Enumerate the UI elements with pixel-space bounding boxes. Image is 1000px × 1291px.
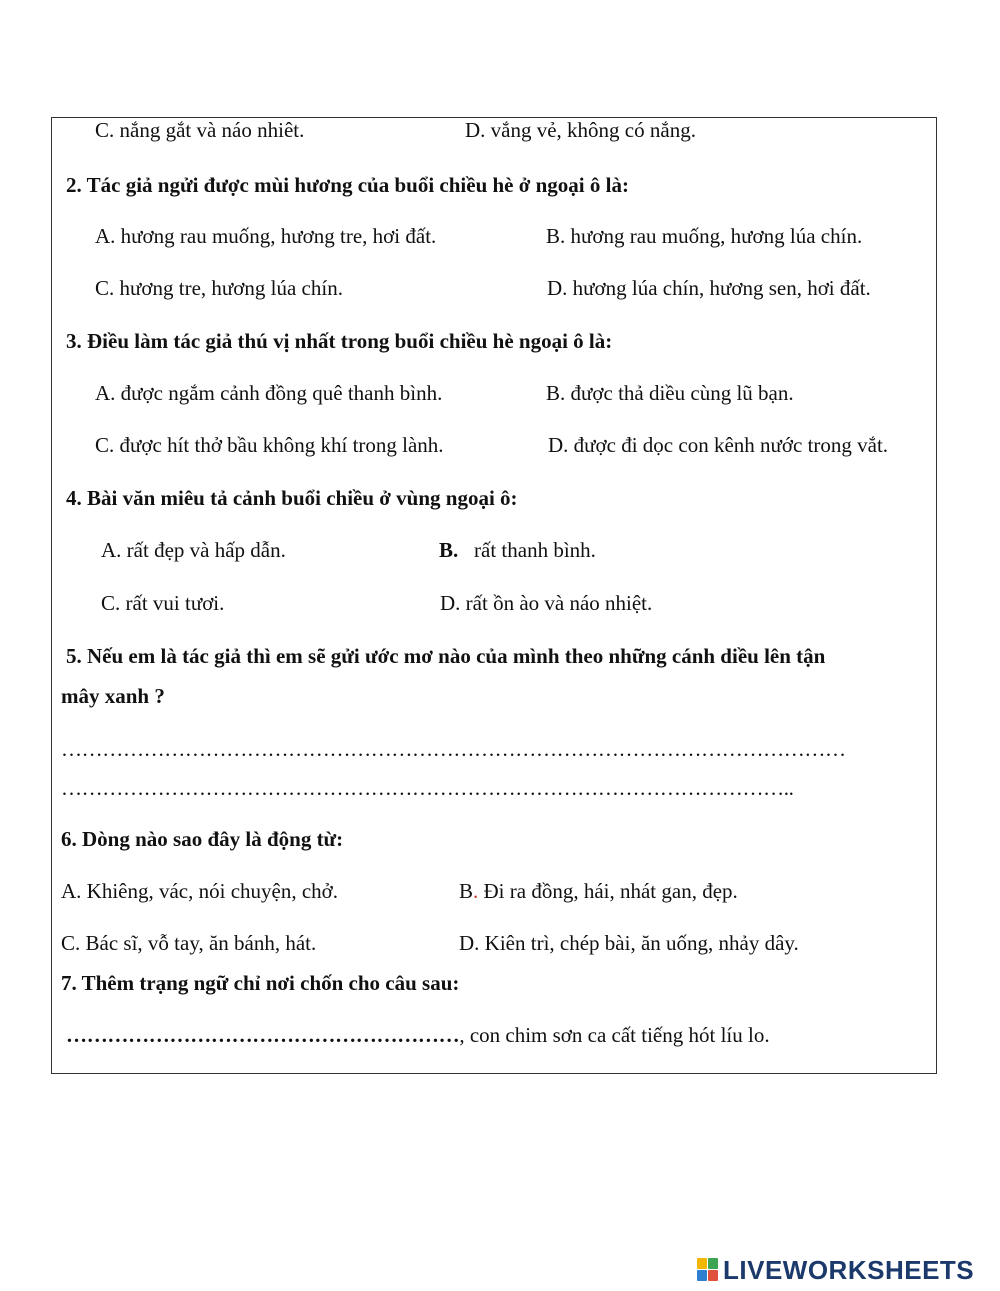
q6-option-d: D. Kiên trì, chép bài, ăn uống, nhảy dây. bbox=[459, 931, 799, 955]
q4-question: 4. Bài văn miêu tả cảnh buổi chiều ở vùng ngoại ô: bbox=[66, 486, 518, 510]
q7-sentence-text: , con chim sơn ca cất tiếng hót líu lo. bbox=[459, 1023, 770, 1047]
liveworksheets-logo-icon bbox=[697, 1258, 719, 1282]
q1-option-c: C. nắng gắt và náo nhiêt. bbox=[95, 118, 305, 142]
q6-option-a: A. Khiêng, vác, nói chuyện, chở. bbox=[61, 879, 339, 903]
q3-option-c: C. được hít thở bầu không khí trong lành. bbox=[95, 433, 444, 457]
liveworksheets-logo bbox=[697, 1255, 974, 1285]
q5-answer-line2[interactable]: …………………………………………………………………………………………….. bbox=[61, 776, 794, 800]
q4-option-d: D. rất ồn ào và náo nhiệt. bbox=[440, 591, 653, 615]
q2-option-a: A. hương rau muống, hương tre, hơi đất. bbox=[95, 224, 437, 248]
q6-question: 6. Dòng nào sao đây là động từ: bbox=[61, 827, 344, 851]
q2-question: 2. Tác giả ngửi được mùi hương của buổi chiều hè ở ngoại ô là: bbox=[66, 173, 629, 197]
q3-option-a: A. được ngắm cảnh đồng quê thanh bình. bbox=[95, 381, 443, 405]
q7-question: 7. Thêm trạng ngữ chỉ nơi chốn cho câu sau: bbox=[61, 971, 460, 995]
q2-option-b: B. hương rau muống, hương lúa chín. bbox=[546, 224, 863, 248]
q1-option-d: D. vắng vẻ, không có nắng. bbox=[465, 118, 696, 142]
q4-option-b-letter: B. bbox=[439, 538, 459, 562]
q6-option-b-text: Đi ra đồng, hái, nhát gan, đẹp. bbox=[478, 879, 738, 903]
q4-option-a: A. rất đẹp và hấp dẫn. bbox=[101, 538, 286, 562]
q3-question: 3. Điều làm tác giả thú vị nhất trong buổi chiều hè ngoại ô là: bbox=[66, 329, 613, 353]
q4-option-b bbox=[439, 537, 596, 563]
q7-blank[interactable]: ………………………………………………… bbox=[66, 1023, 460, 1047]
q6-option-c: C. Bác sĩ, vỗ tay, ăn bánh, hát. bbox=[61, 931, 317, 955]
q5-question-line2: mây xanh ? bbox=[61, 684, 165, 708]
q6-option-b-dot: . bbox=[473, 879, 479, 903]
q5-question-line1: 5. Nếu em là tác giả thì em sẽ gửi ước mơ nào của mình theo những cánh diều lên tận bbox=[66, 644, 826, 668]
q6-option-b bbox=[459, 878, 738, 904]
q6-option-b-letter: B bbox=[459, 879, 474, 903]
q4-option-c: C. rất vui tươi. bbox=[101, 591, 225, 615]
q3-option-d: D. được đi dọc con kênh nước trong vắt. bbox=[548, 433, 889, 457]
q7-sentence bbox=[66, 1022, 770, 1048]
q2-option-c: C. hương tre, hương lúa chín. bbox=[95, 276, 343, 300]
q2-option-d: D. hương lúa chín, hương sen, hơi đất. bbox=[547, 276, 871, 300]
liveworksheets-logo-text: LIVEWORKSHEETS bbox=[723, 1254, 975, 1285]
q4-option-b-text: rất thanh bình. bbox=[474, 538, 596, 562]
q5-answer-line1[interactable]: …………………………………………………………………………………………………… bbox=[61, 737, 846, 761]
q3-option-b: B. được thả diều cùng lũ bạn. bbox=[546, 381, 794, 405]
